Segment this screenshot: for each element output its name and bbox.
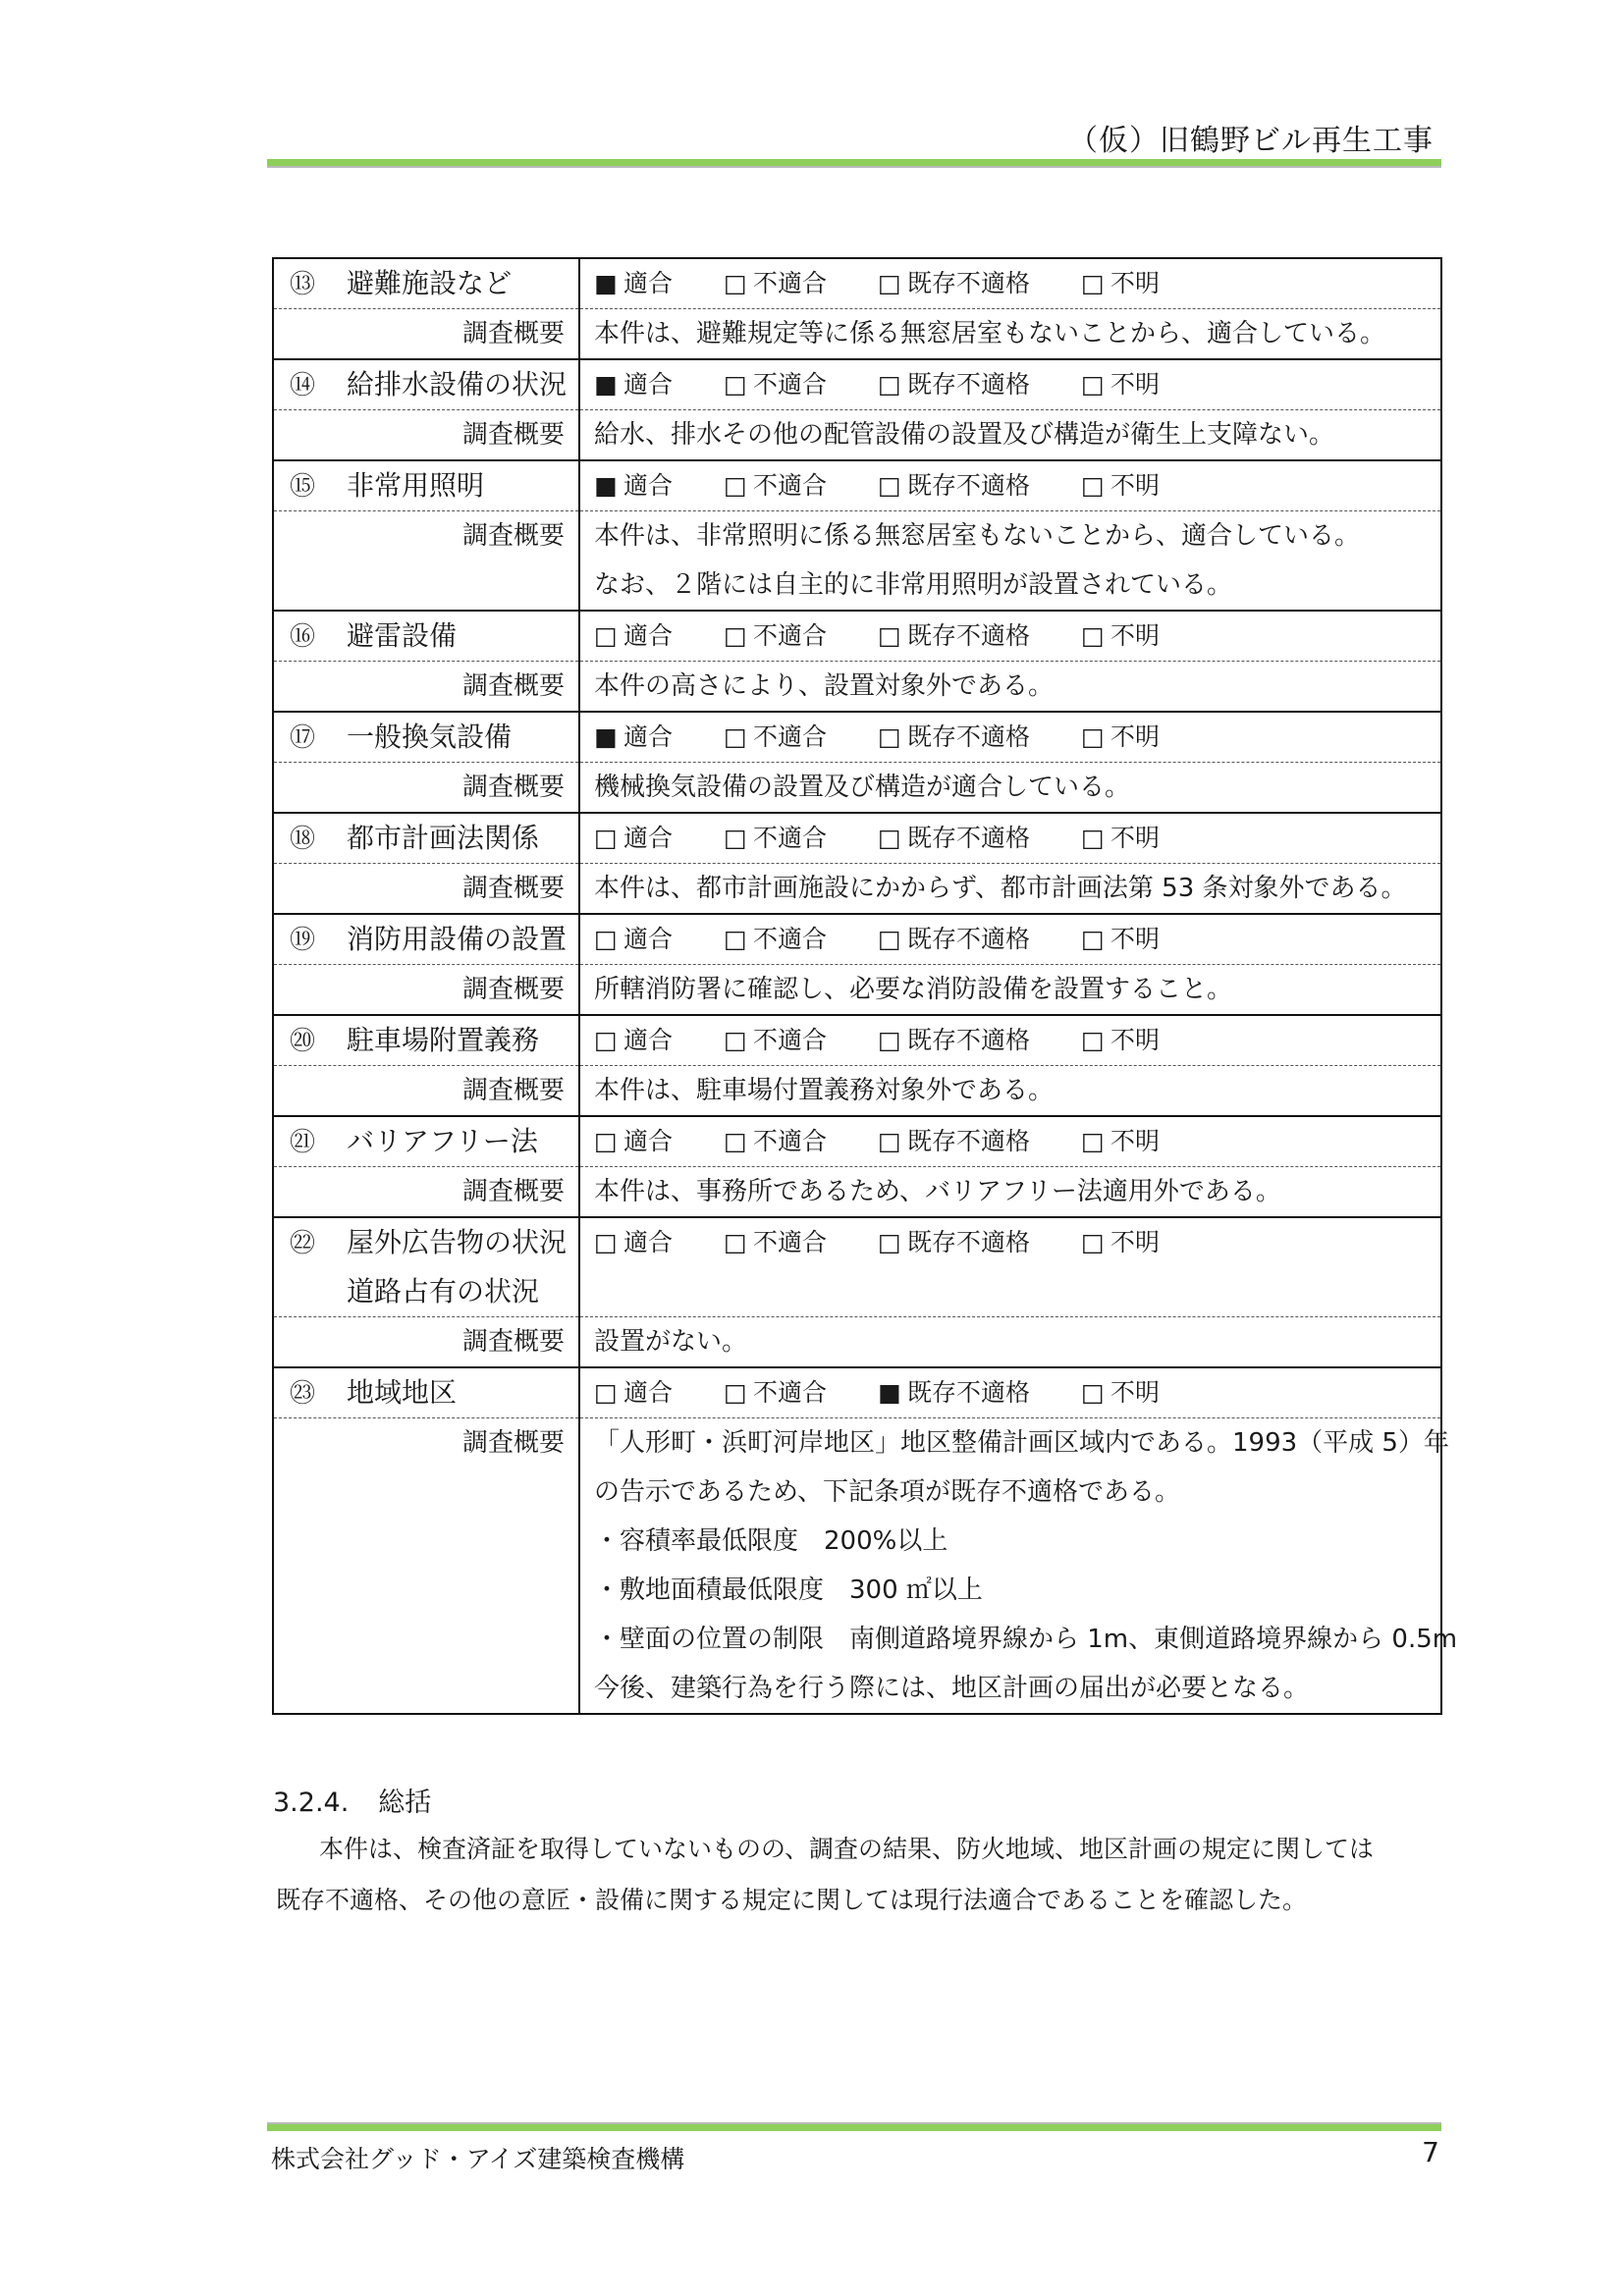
item-name-line (274, 814, 578, 863)
checkbox-unchecked-icon: □ (878, 621, 901, 650)
checkbox-option[interactable] (878, 1016, 1030, 1065)
checkbox-option[interactable] (594, 612, 673, 661)
summary-value-cell (579, 410, 1441, 461)
item-number: ⑰ (289, 723, 315, 753)
checkbox-label: 既存不適格 (907, 1228, 1031, 1256)
item-name-cell (273, 712, 579, 763)
checkbox-option[interactable] (878, 1218, 1030, 1267)
checkbox-unchecked-icon: □ (594, 1026, 618, 1054)
checkbox-unchecked-icon: □ (594, 925, 618, 953)
table-row (273, 763, 1441, 814)
checkbox-unchecked-icon: □ (724, 1378, 747, 1407)
checkbox-unchecked-icon: □ (724, 471, 747, 500)
checkbox-unchecked-icon: □ (1081, 1378, 1105, 1407)
checkbox-label: 適合 (623, 1127, 674, 1155)
item-name-line (274, 1117, 578, 1166)
checkbox-label: 不明 (1110, 370, 1161, 399)
table-row (273, 1015, 1441, 1066)
item-options-cell (579, 359, 1441, 410)
checkbox-unchecked-icon: □ (724, 1026, 747, 1054)
table-row (273, 1116, 1441, 1167)
checkbox-unchecked-icon: □ (878, 925, 901, 953)
checkbox-label: 不明 (1110, 1228, 1161, 1256)
item-number: ㉑ (289, 1128, 315, 1157)
summary-text: 今後、建築行為を行う際には、地区計画の届出が必要となる。 (594, 1674, 1310, 1703)
summary-text: 本件は、避難規定等に係る無窓居室もないことから、適合している。 (594, 319, 1386, 348)
table-row (273, 813, 1441, 864)
checkbox-option[interactable] (1081, 1218, 1160, 1267)
option-group (594, 1016, 1440, 1065)
checkbox-label: 適合 (623, 1378, 674, 1407)
checkbox-label: 適合 (623, 1026, 674, 1054)
summary-label: 調査概要 (461, 521, 565, 551)
checkbox-option[interactable] (878, 1368, 1030, 1417)
header-rule (267, 166, 1441, 168)
checkbox-label: 不適合 (753, 722, 828, 751)
checkbox-label: 適合 (623, 1228, 674, 1256)
item-options-cell (579, 460, 1441, 511)
checkbox-label: 不明 (1110, 824, 1161, 852)
checkbox-option[interactable] (724, 1016, 827, 1065)
item-name-line (274, 1218, 578, 1267)
checkbox-label: 不適合 (753, 370, 828, 399)
checkbox-label: 不適合 (753, 621, 828, 650)
checkbox-option[interactable] (724, 1368, 827, 1417)
checkbox-label: 既存不適格 (907, 370, 1031, 399)
table-row (273, 309, 1441, 360)
summary-value-cell (579, 864, 1441, 915)
checkbox-label: 既存不適格 (907, 269, 1031, 297)
summary-text: 本件は、都市計画施設にかからず、都市計画法第 53 条対象外である。 (594, 874, 1407, 903)
checkbox-unchecked-icon: □ (1081, 1127, 1105, 1155)
checkbox-label: 既存不適格 (907, 1026, 1031, 1054)
summary-label: 調査概要 (461, 319, 565, 348)
summary-label: 調査概要 (461, 671, 565, 701)
item-name-line (274, 1368, 578, 1417)
checkbox-option[interactable] (594, 1016, 673, 1065)
checkbox-unchecked-icon: □ (878, 1127, 901, 1155)
checkbox-unchecked-icon: □ (724, 824, 747, 852)
checkbox-option[interactable] (724, 814, 827, 863)
table-row (273, 1367, 1441, 1418)
checkbox-option[interactable] (1081, 612, 1160, 661)
summary-label-cell (273, 1167, 579, 1218)
checkbox-label: 既存不適格 (907, 471, 1031, 500)
table-row (273, 1418, 1441, 1715)
checkbox-label: 既存不適格 (907, 1127, 1031, 1155)
option-group (594, 713, 1440, 762)
section-heading (273, 1781, 431, 1819)
section-line: 既存不適格、その他の意匠・設備に関する規定に関しては現行法適合であることを確認した。 (276, 1886, 1308, 1914)
checkbox-option[interactable] (594, 360, 673, 409)
item-options-cell (579, 1367, 1441, 1418)
option-group (594, 612, 1440, 661)
blank-line (594, 1267, 1440, 1316)
checkbox-label: 不明 (1110, 925, 1161, 953)
checkbox-label: 既存不適格 (907, 824, 1031, 852)
summary-value-cell (579, 309, 1441, 360)
item-name: 避難施設など (347, 267, 513, 299)
checkbox-label: 不適合 (753, 269, 828, 297)
checkbox-unchecked-icon: □ (724, 1127, 747, 1155)
item-number: ⑮ (289, 472, 315, 502)
footer-green-bar (267, 2124, 1441, 2131)
checkbox-option[interactable] (594, 461, 673, 510)
item-number: ⑬ (289, 270, 315, 299)
checkbox-option[interactable] (724, 612, 827, 661)
item-name: 避雷設備 (347, 619, 458, 652)
checkbox-checked-icon: ■ (594, 370, 618, 399)
item-number: ⑯ (289, 622, 315, 652)
section-body (276, 1824, 1443, 1926)
checkbox-unchecked-icon: □ (878, 1026, 901, 1054)
checkbox-label: 適合 (623, 471, 674, 500)
summary-label-cell (273, 410, 579, 461)
checkbox-option[interactable] (594, 1368, 673, 1417)
checkbox-checked-icon: ■ (594, 722, 618, 751)
summary-value-cell (579, 965, 1441, 1016)
item-name-cell (273, 1217, 579, 1317)
checkbox-option[interactable] (594, 713, 673, 762)
item-name: 消防用設備の設置 (347, 923, 568, 955)
checkbox-label: 適合 (623, 925, 674, 953)
item-options-cell (579, 1217, 1441, 1317)
item-options-cell (579, 611, 1441, 662)
checkbox-option[interactable] (594, 1218, 673, 1267)
checkbox-option[interactable] (594, 915, 673, 964)
checkbox-unchecked-icon: □ (1081, 1228, 1105, 1256)
checkbox-unchecked-icon: □ (594, 824, 618, 852)
item-name-cell (273, 611, 579, 662)
checkbox-label: 不明 (1110, 1378, 1161, 1407)
summary-text: ・敷地面積最低限度 300 ㎡以上 (594, 1575, 983, 1605)
item-name: 駐車場附置義務 (347, 1024, 540, 1056)
item-options-cell (579, 813, 1441, 864)
checkbox-option[interactable] (724, 461, 827, 510)
checkbox-unchecked-icon: □ (594, 621, 618, 650)
checkbox-option[interactable] (594, 814, 673, 863)
checkbox-option[interactable] (1081, 915, 1160, 964)
checkbox-label: 不明 (1110, 1127, 1161, 1155)
table-row (273, 611, 1441, 662)
item-name-line (274, 915, 578, 964)
checkbox-option[interactable] (1081, 360, 1160, 409)
option-group (594, 915, 1440, 964)
item-name-cell (273, 258, 579, 309)
option-group (594, 814, 1440, 863)
table-row (273, 460, 1441, 511)
summary-text: 「人形町・浜町河岸地区」地区整備計画区域内である。1993（平成 5）年 (594, 1428, 1449, 1458)
checkbox-unchecked-icon: □ (594, 1228, 618, 1256)
option-group (594, 360, 1440, 409)
summary-text: の告示であるため、下記条項が既存不適格である。 (594, 1477, 1180, 1507)
summary-text: 本件の高さにより、設置対象外である。 (594, 671, 1055, 701)
checkbox-option[interactable] (878, 915, 1030, 964)
item-options-cell (579, 258, 1441, 309)
checkbox-option[interactable] (1081, 1368, 1160, 1417)
checkbox-option[interactable] (594, 1117, 673, 1166)
checkbox-option[interactable] (878, 461, 1030, 510)
summary-text: ・容積率最低限度 200%以上 (594, 1526, 948, 1556)
item-options-cell (579, 1116, 1441, 1167)
table-row (273, 1167, 1441, 1218)
summary-label-cell (273, 1066, 579, 1117)
checkbox-unchecked-icon: □ (878, 370, 901, 399)
summary-value-cell (579, 662, 1441, 713)
table-row (273, 1317, 1441, 1368)
checkbox-option[interactable] (878, 259, 1030, 308)
table-row (273, 410, 1441, 461)
table-row (273, 914, 1441, 965)
checkbox-label: 不明 (1110, 722, 1161, 751)
item-name: 地域地区 (347, 1376, 458, 1409)
section-line: 本件は、検査済証を取得していないものの、調査の結果、防火地域、地区計画の規定に関しては (319, 1835, 1375, 1863)
checkbox-unchecked-icon: □ (724, 269, 747, 297)
table-row (273, 965, 1441, 1016)
item-name-line (274, 360, 578, 409)
checkbox-unchecked-icon: □ (878, 269, 901, 297)
page-number: 7 (1422, 2136, 1439, 2168)
summary-value-cell (579, 763, 1441, 814)
checkbox-option[interactable] (878, 612, 1030, 661)
checkbox-label: 不適合 (753, 824, 828, 852)
item-name: 屋外広告物の状況 (347, 1226, 568, 1258)
item-name-line (274, 461, 578, 510)
checkbox-option[interactable] (724, 360, 827, 409)
document-title: （仮）旧鶴野ビル再生工事 (1068, 124, 1434, 158)
section-number: 3.2.4. (273, 1788, 350, 1818)
checkbox-unchecked-icon: □ (878, 471, 901, 500)
checkbox-unchecked-icon: □ (724, 722, 747, 751)
checkbox-option[interactable] (878, 360, 1030, 409)
item-options-cell (579, 712, 1441, 763)
checkbox-option[interactable] (1081, 814, 1160, 863)
checkbox-option[interactable] (1081, 259, 1160, 308)
section-title: 総括 (378, 1788, 432, 1818)
checkbox-unchecked-icon: □ (1081, 1026, 1105, 1054)
table-row (273, 511, 1441, 612)
item-name: 給排水設備の状況 (347, 368, 568, 400)
checkbox-unchecked-icon: □ (1081, 824, 1105, 852)
checkbox-unchecked-icon: □ (594, 1378, 618, 1407)
summary-label: 調査概要 (461, 975, 565, 1004)
summary-label: 調査概要 (461, 1177, 565, 1206)
item-name: 道路占有の状況 (347, 1275, 540, 1308)
summary-label: 調査概要 (461, 773, 565, 802)
company-name: 株式会社グッド・アイズ建築検査機構 (271, 2145, 685, 2173)
checkbox-unchecked-icon: □ (724, 621, 747, 650)
summary-label-cell (273, 965, 579, 1016)
item-number: ⑭ (289, 371, 315, 400)
item-number: ⑳ (289, 1027, 315, 1056)
summary-label-cell (273, 309, 579, 360)
item-name: バリアフリー法 (347, 1125, 538, 1157)
item-name: 一般換気設備 (347, 721, 513, 753)
checkbox-label: 適合 (623, 621, 674, 650)
summary-value-cell (579, 511, 1441, 612)
checkbox-label: 適合 (623, 269, 674, 297)
checkbox-option[interactable] (594, 259, 673, 308)
item-name-cell (273, 1367, 579, 1418)
checkbox-unchecked-icon: □ (724, 925, 747, 953)
summary-value-cell (579, 1167, 1441, 1218)
summary-label: 調査概要 (461, 420, 565, 450)
table-row (273, 712, 1441, 763)
item-name-cell (273, 359, 579, 410)
checkbox-label: 不適合 (753, 1026, 828, 1054)
checkbox-label: 不適合 (753, 471, 828, 500)
checkbox-unchecked-icon: □ (1081, 621, 1105, 650)
item-options-cell (579, 1015, 1441, 1066)
checkbox-label: 不適合 (753, 1378, 828, 1407)
checkbox-unchecked-icon: □ (1081, 722, 1105, 751)
item-options-cell (579, 914, 1441, 965)
header-green-bar (267, 159, 1441, 166)
summary-label: 調査概要 (461, 1428, 565, 1458)
option-group (594, 259, 1440, 308)
checkbox-checked-icon: ■ (594, 471, 618, 500)
summary-value-cell (579, 1066, 1441, 1117)
checkbox-checked-icon: ■ (594, 269, 618, 297)
option-group (594, 1117, 1440, 1166)
item-name-cell (273, 1116, 579, 1167)
checkbox-unchecked-icon: □ (724, 370, 747, 399)
checkbox-unchecked-icon: □ (724, 1228, 747, 1256)
summary-text: 本件は、駐車場付置義務対象外である。 (594, 1076, 1055, 1105)
item-name-line (274, 612, 578, 661)
item-name: 都市計画法関係 (347, 822, 540, 854)
checkbox-label: 適合 (623, 824, 674, 852)
summary-label-cell (273, 1317, 579, 1368)
item-name-line (274, 259, 578, 308)
summary-text: なお、２階には自主的に非常用照明が設置されている。 (594, 570, 1233, 600)
table-row (273, 864, 1441, 915)
summary-label-cell (273, 511, 579, 612)
checkbox-label: 不適合 (753, 1127, 828, 1155)
item-number: ㉒ (289, 1229, 315, 1258)
summary-value-cell (579, 1317, 1441, 1368)
checkbox-label: 既存不適格 (907, 621, 1031, 650)
checkbox-label: 既存不適格 (907, 722, 1031, 751)
summary-label-cell (273, 662, 579, 713)
table-row (273, 258, 1441, 309)
checkbox-label: 不明 (1110, 1026, 1161, 1054)
option-group (594, 461, 1440, 510)
summary-value-cell (579, 1418, 1458, 1715)
table-row (273, 1217, 1441, 1317)
checkbox-option[interactable] (724, 915, 827, 964)
checkbox-option[interactable] (878, 1117, 1030, 1166)
checkbox-unchecked-icon: □ (1081, 925, 1105, 953)
summary-text: 所轄消防署に確認し、必要な消防設備を設置すること。 (594, 975, 1233, 1004)
summary-text: 給水、排水その他の配管設備の設置及び構造が衛生上支障ない。 (594, 420, 1335, 450)
checkbox-unchecked-icon: □ (878, 824, 901, 852)
summary-label-cell (273, 1418, 579, 1715)
checkbox-label: 不明 (1110, 269, 1161, 297)
table-row (273, 359, 1441, 410)
summary-text: 本件は、非常照明に係る無窓居室もないことから、適合している。 (594, 521, 1361, 551)
item-name-cell (273, 914, 579, 965)
table-row (273, 662, 1441, 713)
checkbox-unchecked-icon: □ (878, 1228, 901, 1256)
summary-text: 機械換気設備の設置及び構造が適合している。 (594, 773, 1131, 802)
checkbox-option[interactable] (878, 814, 1030, 863)
checkbox-option[interactable] (1081, 713, 1160, 762)
item-number: ㉓ (289, 1379, 315, 1409)
summary-text: 設置がない。 (594, 1327, 748, 1357)
item-name-line (274, 713, 578, 762)
summary-label: 調査概要 (461, 1076, 565, 1105)
item-name-line (274, 1016, 578, 1065)
checkbox-label: 適合 (623, 722, 674, 751)
checkbox-unchecked-icon: □ (1081, 269, 1105, 297)
checkbox-checked-icon: ■ (878, 1378, 901, 1407)
table-row (273, 1066, 1441, 1117)
checkbox-option[interactable] (724, 713, 827, 762)
checkbox-option[interactable] (878, 713, 1030, 762)
checkbox-option[interactable] (1081, 461, 1160, 510)
inspection-table (272, 257, 1458, 1715)
checkbox-label: 不適合 (753, 1228, 828, 1256)
summary-label: 調査概要 (461, 1327, 565, 1357)
checkbox-label: 不明 (1110, 621, 1161, 650)
summary-label-cell (273, 864, 579, 915)
checkbox-unchecked-icon: □ (594, 1127, 618, 1155)
item-name-cell (273, 460, 579, 511)
item-name-cell (273, 813, 579, 864)
summary-text: ・壁面の位置の制限 南側道路境界線から 1m、東側道路境界線から 0.5m (594, 1625, 1458, 1654)
checkbox-label: 既存不適格 (907, 1378, 1031, 1407)
option-group (594, 1218, 1440, 1267)
summary-label-cell (273, 763, 579, 814)
checkbox-option[interactable] (724, 1117, 827, 1166)
summary-text: 本件は、事務所であるため、バリアフリー法適用外である。 (594, 1177, 1281, 1206)
checkbox-option[interactable] (1081, 1016, 1160, 1065)
summary-label: 調査概要 (461, 874, 565, 903)
checkbox-unchecked-icon: □ (1081, 370, 1105, 399)
option-group (594, 1368, 1440, 1417)
item-name-cell (273, 1015, 579, 1066)
checkbox-label: 不明 (1110, 471, 1161, 500)
checkbox-label: 不適合 (753, 925, 828, 953)
checkbox-label: 既存不適格 (907, 925, 1031, 953)
item-number: ⑱ (289, 825, 315, 854)
checkbox-option[interactable] (724, 259, 827, 308)
item-name: 非常用照明 (347, 469, 485, 502)
checkbox-unchecked-icon: □ (1081, 471, 1105, 500)
checkbox-option[interactable] (724, 1218, 827, 1267)
checkbox-unchecked-icon: □ (878, 722, 901, 751)
item-number: ⑲ (289, 926, 315, 955)
checkbox-option[interactable] (1081, 1117, 1160, 1166)
checkbox-label: 適合 (623, 370, 674, 399)
